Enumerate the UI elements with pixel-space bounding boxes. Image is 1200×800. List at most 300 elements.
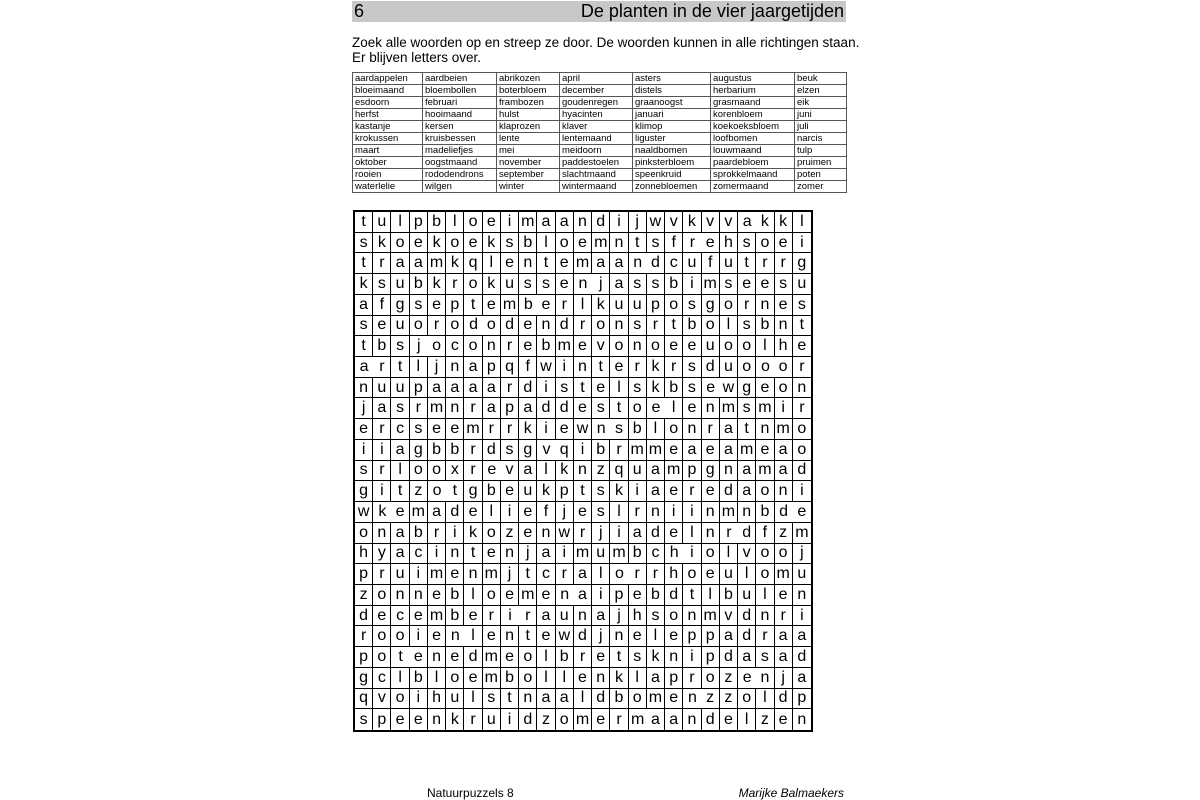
grid-letter[interactable]: w <box>355 502 373 523</box>
grid-letter[interactable]: n <box>629 253 647 274</box>
grid-letter[interactable]: e <box>501 647 519 668</box>
grid-letter[interactable]: k <box>428 274 446 295</box>
grid-letter[interactable]: n <box>574 357 592 378</box>
grid-letter[interactable]: i <box>683 502 701 523</box>
grid-letter[interactable]: u <box>720 253 738 274</box>
grid-letter[interactable]: i <box>501 212 519 233</box>
grid-letter[interactable]: a <box>647 668 665 689</box>
grid-letter[interactable]: f <box>537 502 555 523</box>
grid-letter[interactable]: g <box>410 440 428 461</box>
grid-letter[interactable]: i <box>683 647 701 668</box>
grid-letter[interactable]: r <box>464 440 482 461</box>
grid-letter[interactable]: b <box>446 606 464 627</box>
grid-letter[interactable]: k <box>647 647 665 668</box>
grid-letter[interactable]: m <box>629 440 647 461</box>
grid-letter[interactable]: e <box>391 709 409 730</box>
grid-letter[interactable]: m <box>501 295 519 316</box>
grid-letter[interactable]: e <box>665 626 683 647</box>
grid-letter[interactable]: r <box>647 316 665 337</box>
grid-letter[interactable]: u <box>556 606 574 627</box>
grid-letter[interactable]: d <box>793 461 811 482</box>
grid-letter[interactable]: a <box>775 461 793 482</box>
grid-letter[interactable]: a <box>391 523 409 544</box>
grid-letter[interactable]: c <box>373 668 391 689</box>
grid-letter[interactable]: a <box>355 295 373 316</box>
grid-letter[interactable]: s <box>793 295 811 316</box>
grid-letter[interactable]: z <box>501 523 519 544</box>
grid-letter[interactable]: a <box>556 212 574 233</box>
grid-letter[interactable]: n <box>683 419 701 440</box>
grid-letter[interactable]: n <box>464 564 482 585</box>
grid-letter[interactable]: j <box>355 398 373 419</box>
grid-letter[interactable]: s <box>410 419 428 440</box>
grid-letter[interactable]: p <box>355 647 373 668</box>
grid-letter[interactable]: t <box>574 481 592 502</box>
grid-letter[interactable]: e <box>665 440 683 461</box>
grid-letter[interactable]: t <box>446 481 464 502</box>
grid-letter[interactable]: e <box>738 668 756 689</box>
grid-letter[interactable]: u <box>391 316 409 337</box>
grid-letter[interactable]: e <box>428 295 446 316</box>
grid-letter[interactable]: n <box>373 523 391 544</box>
grid-letter[interactable]: o <box>702 316 720 337</box>
grid-letter[interactable]: v <box>592 336 610 357</box>
grid-letter[interactable]: a <box>537 689 555 710</box>
grid-letter[interactable]: j <box>556 502 574 523</box>
grid-letter[interactable]: b <box>665 274 683 295</box>
grid-letter[interactable]: r <box>574 647 592 668</box>
grid-letter[interactable]: p <box>665 668 683 689</box>
grid-letter[interactable]: n <box>647 502 665 523</box>
grid-letter[interactable]: b <box>446 440 464 461</box>
grid-letter[interactable]: r <box>574 523 592 544</box>
grid-letter[interactable]: a <box>775 626 793 647</box>
grid-letter[interactable]: m <box>428 564 446 585</box>
grid-letter[interactable]: o <box>665 295 683 316</box>
grid-letter[interactable]: e <box>629 626 647 647</box>
grid-letter[interactable]: m <box>519 585 537 606</box>
grid-letter[interactable]: p <box>483 357 501 378</box>
grid-letter[interactable]: j <box>592 626 610 647</box>
grid-letter[interactable]: n <box>501 626 519 647</box>
grid-letter[interactable]: o <box>391 233 409 254</box>
grid-letter[interactable]: i <box>410 689 428 710</box>
grid-letter[interactable]: t <box>592 357 610 378</box>
grid-letter[interactable]: d <box>738 523 756 544</box>
grid-letter[interactable]: l <box>391 212 409 233</box>
grid-letter[interactable]: r <box>464 709 482 730</box>
grid-letter[interactable]: o <box>720 295 738 316</box>
grid-letter[interactable]: q <box>501 357 519 378</box>
grid-letter[interactable]: l <box>464 585 482 606</box>
grid-letter[interactable]: i <box>592 585 610 606</box>
grid-letter[interactable]: s <box>756 647 774 668</box>
grid-letter[interactable]: l <box>537 233 555 254</box>
grid-letter[interactable]: n <box>537 316 555 337</box>
grid-letter[interactable]: i <box>683 544 701 565</box>
grid-letter[interactable]: e <box>483 544 501 565</box>
grid-letter[interactable]: f <box>373 295 391 316</box>
grid-letter[interactable]: f <box>519 357 537 378</box>
grid-letter[interactable]: e <box>428 419 446 440</box>
grid-letter[interactable]: d <box>702 357 720 378</box>
grid-letter[interactable]: e <box>464 233 482 254</box>
grid-letter[interactable]: e <box>647 398 665 419</box>
grid-letter[interactable]: d <box>720 481 738 502</box>
grid-letter[interactable]: a <box>629 523 647 544</box>
grid-letter[interactable]: e <box>410 647 428 668</box>
grid-letter[interactable]: d <box>501 316 519 337</box>
grid-letter[interactable]: n <box>702 523 720 544</box>
grid-letter[interactable]: o <box>702 544 720 565</box>
grid-letter[interactable]: l <box>574 295 592 316</box>
grid-letter[interactable]: l <box>410 357 428 378</box>
grid-letter[interactable]: n <box>683 689 701 710</box>
grid-letter[interactable]: z <box>775 523 793 544</box>
grid-letter[interactable]: o <box>519 668 537 689</box>
grid-letter[interactable]: o <box>483 585 501 606</box>
grid-letter[interactable]: r <box>464 398 482 419</box>
grid-letter[interactable]: e <box>373 606 391 627</box>
grid-letter[interactable]: n <box>519 689 537 710</box>
grid-letter[interactable]: g <box>464 481 482 502</box>
grid-letter[interactable]: s <box>355 233 373 254</box>
grid-letter[interactable]: n <box>592 668 610 689</box>
grid-letter[interactable]: e <box>574 398 592 419</box>
grid-letter[interactable]: o <box>464 212 482 233</box>
grid-letter[interactable]: b <box>410 523 428 544</box>
grid-letter[interactable]: o <box>610 336 628 357</box>
grid-letter[interactable]: a <box>610 274 628 295</box>
grid-letter[interactable]: i <box>610 212 628 233</box>
grid-letter[interactable]: e <box>373 316 391 337</box>
grid-letter[interactable]: m <box>556 336 574 357</box>
grid-letter[interactable]: n <box>556 585 574 606</box>
grid-letter[interactable]: k <box>446 253 464 274</box>
grid-letter[interactable]: r <box>629 357 647 378</box>
grid-letter[interactable]: z <box>355 585 373 606</box>
grid-letter[interactable]: g <box>793 253 811 274</box>
grid-letter[interactable]: w <box>720 378 738 399</box>
grid-letter[interactable]: e <box>537 295 555 316</box>
grid-letter[interactable]: k <box>373 502 391 523</box>
grid-letter[interactable]: n <box>519 253 537 274</box>
grid-letter[interactable]: e <box>428 626 446 647</box>
grid-letter[interactable]: i <box>629 481 647 502</box>
grid-letter[interactable]: e <box>574 502 592 523</box>
grid-letter[interactable]: m <box>631 710 645 728</box>
grid-letter[interactable]: r <box>610 440 628 461</box>
grid-letter[interactable]: x <box>446 461 464 482</box>
grid-letter[interactable]: s <box>629 316 647 337</box>
grid-letter[interactable]: e <box>410 709 428 730</box>
grid-letter[interactable]: k <box>537 481 555 502</box>
grid-letter[interactable]: a <box>373 398 391 419</box>
grid-letter[interactable]: k <box>556 461 574 482</box>
grid-letter[interactable]: k <box>428 233 446 254</box>
grid-letter[interactable]: i <box>683 274 701 295</box>
grid-letter[interactable]: e <box>665 689 683 710</box>
grid-letter[interactable]: e <box>483 212 501 233</box>
grid-letter[interactable]: b <box>665 378 683 399</box>
grid-letter[interactable]: q <box>464 253 482 274</box>
grid-letter[interactable]: p <box>446 295 464 316</box>
grid-letter[interactable]: o <box>592 316 610 337</box>
grid-letter[interactable]: l <box>391 668 409 689</box>
grid-letter[interactable]: a <box>391 440 409 461</box>
grid-letter[interactable]: l <box>483 253 501 274</box>
grid-letter[interactable]: e <box>702 440 720 461</box>
grid-letter[interactable]: h <box>428 689 446 710</box>
grid-letter[interactable]: r <box>629 564 647 585</box>
grid-letter[interactable]: w <box>556 626 574 647</box>
grid-letter[interactable]: n <box>446 544 464 565</box>
grid-letter[interactable]: b <box>647 585 665 606</box>
grid-letter[interactable]: e <box>519 336 537 357</box>
grid-letter[interactable]: k <box>775 212 793 233</box>
grid-letter[interactable]: g <box>519 440 537 461</box>
grid-letter[interactable]: r <box>373 564 391 585</box>
grid-letter[interactable]: l <box>592 564 610 585</box>
grid-letter[interactable]: t <box>629 233 647 254</box>
grid-letter[interactable]: r <box>373 357 391 378</box>
grid-letter[interactable]: s <box>738 233 756 254</box>
grid-letter[interactable]: d <box>464 647 482 668</box>
grid-letter[interactable]: e <box>446 564 464 585</box>
grid-letter[interactable]: r <box>428 316 446 337</box>
grid-letter[interactable]: i <box>501 709 519 730</box>
grid-letter[interactable]: t <box>355 253 373 274</box>
grid-letter[interactable]: n <box>702 502 720 523</box>
grid-letter[interactable]: s <box>410 295 428 316</box>
grid-letter[interactable]: o <box>756 233 774 254</box>
grid-letter[interactable]: r <box>373 253 391 274</box>
grid-letter[interactable]: d <box>464 316 482 337</box>
grid-letter[interactable]: a <box>428 378 446 399</box>
grid-letter[interactable]: o <box>665 419 683 440</box>
grid-letter[interactable]: e <box>665 336 683 357</box>
grid-letter[interactable]: e <box>501 253 519 274</box>
grid-letter[interactable]: o <box>738 357 756 378</box>
grid-letter[interactable]: a <box>537 606 555 627</box>
grid-letter[interactable]: t <box>519 626 537 647</box>
grid-letter[interactable]: l <box>756 689 774 710</box>
grid-letter[interactable]: b <box>373 336 391 357</box>
grid-letter[interactable]: p <box>702 626 720 647</box>
grid-letter[interactable]: e <box>428 585 446 606</box>
grid-letter[interactable]: o <box>428 481 446 502</box>
grid-letter[interactable]: l <box>428 668 446 689</box>
grid-letter[interactable]: l <box>391 461 409 482</box>
grid-letter[interactable]: o <box>756 544 774 565</box>
grid-letter[interactable]: e <box>556 419 574 440</box>
grid-letter[interactable]: o <box>665 606 683 627</box>
grid-letter[interactable]: s <box>738 316 756 337</box>
grid-letter[interactable]: i <box>501 606 519 627</box>
grid-letter[interactable]: i <box>556 544 574 565</box>
grid-letter[interactable]: l <box>683 523 701 544</box>
grid-letter[interactable]: h <box>775 336 793 357</box>
grid-letter[interactable]: t <box>738 253 756 274</box>
grid-letter[interactable]: o <box>446 316 464 337</box>
grid-letter[interactable]: m <box>574 709 592 730</box>
grid-letter[interactable]: n <box>446 357 464 378</box>
grid-letter[interactable]: a <box>446 378 464 399</box>
grid-letter[interactable]: j <box>592 523 610 544</box>
grid-letter[interactable]: n <box>797 710 807 728</box>
grid-letter[interactable]: a <box>793 626 811 647</box>
grid-letter[interactable]: k <box>683 212 701 233</box>
grid-letter[interactable]: r <box>373 419 391 440</box>
grid-letter[interactable]: o <box>775 544 793 565</box>
grid-letter[interactable]: d <box>775 689 793 710</box>
grid-letter[interactable]: r <box>756 626 774 647</box>
grid-letter[interactable]: l <box>446 212 464 233</box>
grid-letter[interactable]: e <box>592 378 610 399</box>
grid-letter[interactable]: a <box>720 440 738 461</box>
grid-letter[interactable]: a <box>738 212 756 233</box>
grid-letter[interactable]: r <box>775 606 793 627</box>
grid-letter[interactable]: n <box>592 419 610 440</box>
grid-letter[interactable]: b <box>756 502 774 523</box>
grid-letter[interactable]: b <box>610 689 628 710</box>
grid-letter[interactable]: s <box>629 274 647 295</box>
grid-letter[interactable]: e <box>537 626 555 647</box>
grid-letter[interactable]: v <box>373 689 391 710</box>
grid-letter[interactable]: a <box>647 481 665 502</box>
grid-letter[interactable]: n <box>665 647 683 668</box>
grid-letter[interactable]: w <box>647 212 665 233</box>
grid-letter[interactable]: n <box>756 295 774 316</box>
grid-letter[interactable]: m <box>428 253 446 274</box>
grid-letter[interactable]: k <box>373 233 391 254</box>
grid-letter[interactable]: a <box>610 253 628 274</box>
grid-letter[interactable]: m <box>483 564 501 585</box>
grid-letter[interactable]: i <box>665 502 683 523</box>
grid-letter[interactable]: v <box>720 212 738 233</box>
grid-letter[interactable]: g <box>702 461 720 482</box>
grid-letter[interactable]: e <box>629 585 647 606</box>
grid-letter[interactable]: h <box>665 544 683 565</box>
grid-letter[interactable]: s <box>373 274 391 295</box>
grid-letter[interactable]: b <box>428 212 446 233</box>
grid-letter[interactable]: z <box>720 689 738 710</box>
grid-letter[interactable]: a <box>464 378 482 399</box>
grid-letter[interactable]: d <box>738 606 756 627</box>
grid-letter[interactable]: e <box>574 233 592 254</box>
grid-letter[interactable]: e <box>702 378 720 399</box>
grid-letter[interactable]: i <box>793 233 811 254</box>
grid-letter[interactable]: r <box>683 481 701 502</box>
grid-letter[interactable]: m <box>574 544 592 565</box>
grid-letter[interactable]: o <box>720 336 738 357</box>
grid-letter[interactable]: b <box>592 440 610 461</box>
grid-letter[interactable]: o <box>464 274 482 295</box>
grid-letter[interactable]: t <box>464 544 482 565</box>
grid-letter[interactable]: z <box>592 461 610 482</box>
grid-letter[interactable]: l <box>756 585 774 606</box>
grid-letter[interactable]: e <box>464 668 482 689</box>
grid-letter[interactable]: o <box>446 668 464 689</box>
grid-letter[interactable]: s <box>537 274 555 295</box>
grid-letter[interactable]: s <box>391 398 409 419</box>
grid-letter[interactable]: u <box>793 564 811 585</box>
grid-letter[interactable]: t <box>355 336 373 357</box>
grid-letter[interactable]: s <box>355 709 373 730</box>
grid-letter[interactable]: e <box>483 626 501 647</box>
grid-letter[interactable]: s <box>355 316 373 337</box>
grid-letter[interactable]: d <box>592 212 610 233</box>
grid-letter[interactable]: s <box>519 274 537 295</box>
grid-letter[interactable]: r <box>720 523 738 544</box>
grid-letter[interactable]: d <box>647 253 665 274</box>
grid-letter[interactable]: a <box>775 440 793 461</box>
grid-letter[interactable]: h <box>629 606 647 627</box>
grid-letter[interactable]: o <box>446 233 464 254</box>
grid-letter[interactable]: m <box>592 233 610 254</box>
grid-letter[interactable]: a <box>410 253 428 274</box>
grid-letter[interactable]: d <box>556 398 574 419</box>
grid-letter[interactable]: m <box>464 419 482 440</box>
grid-letter[interactable]: i <box>775 398 793 419</box>
grid-letter[interactable]: o <box>629 398 647 419</box>
grid-letter[interactable]: l <box>610 502 628 523</box>
grid-letter[interactable]: r <box>483 419 501 440</box>
grid-letter[interactable]: o <box>410 461 428 482</box>
grid-letter[interactable]: a <box>391 544 409 565</box>
grid-letter[interactable]: u <box>391 564 409 585</box>
grid-letter[interactable]: l <box>720 316 738 337</box>
grid-letter[interactable]: m <box>720 502 738 523</box>
grid-letter[interactable]: b <box>410 668 428 689</box>
grid-letter[interactable]: n <box>574 606 592 627</box>
grid-letter[interactable]: j <box>610 606 628 627</box>
grid-letter[interactable]: a <box>391 253 409 274</box>
grid-letter[interactable]: e <box>519 523 537 544</box>
grid-letter[interactable]: b <box>519 233 537 254</box>
grid-letter[interactable]: n <box>355 378 373 399</box>
grid-letter[interactable]: m <box>702 606 720 627</box>
grid-letter[interactable]: r <box>738 295 756 316</box>
grid-letter[interactable]: m <box>775 564 793 585</box>
grid-letter[interactable]: n <box>702 398 720 419</box>
grid-letter[interactable]: e <box>793 336 811 357</box>
grid-letter[interactable]: p <box>355 564 373 585</box>
grid-letter[interactable]: a <box>647 709 665 730</box>
grid-letter[interactable]: m <box>574 253 592 274</box>
grid-letter[interactable]: r <box>355 626 373 647</box>
grid-letter[interactable]: l <box>756 336 774 357</box>
grid-letter[interactable]: r <box>793 398 811 419</box>
grid-letter[interactable]: r <box>483 606 501 627</box>
grid-letter[interactable]: e <box>720 709 738 730</box>
grid-letter[interactable]: o <box>464 336 482 357</box>
grid-letter[interactable]: m <box>793 523 811 544</box>
grid-letter[interactable]: o <box>702 668 720 689</box>
grid-letter[interactable]: t <box>574 378 592 399</box>
grid-letter[interactable]: k <box>610 481 628 502</box>
grid-letter[interactable]: i <box>410 564 428 585</box>
grid-letter[interactable]: m <box>428 606 446 627</box>
grid-letter[interactable]: u <box>629 295 647 316</box>
grid-letter[interactable]: o <box>391 689 409 710</box>
grid-letter[interactable]: a <box>428 502 446 523</box>
grid-letter[interactable]: j <box>428 357 446 378</box>
grid-letter[interactable]: j <box>793 544 811 565</box>
grid-letter[interactable]: l <box>537 461 555 482</box>
grid-letter[interactable]: z <box>756 709 774 730</box>
grid-letter[interactable]: n <box>683 709 701 730</box>
